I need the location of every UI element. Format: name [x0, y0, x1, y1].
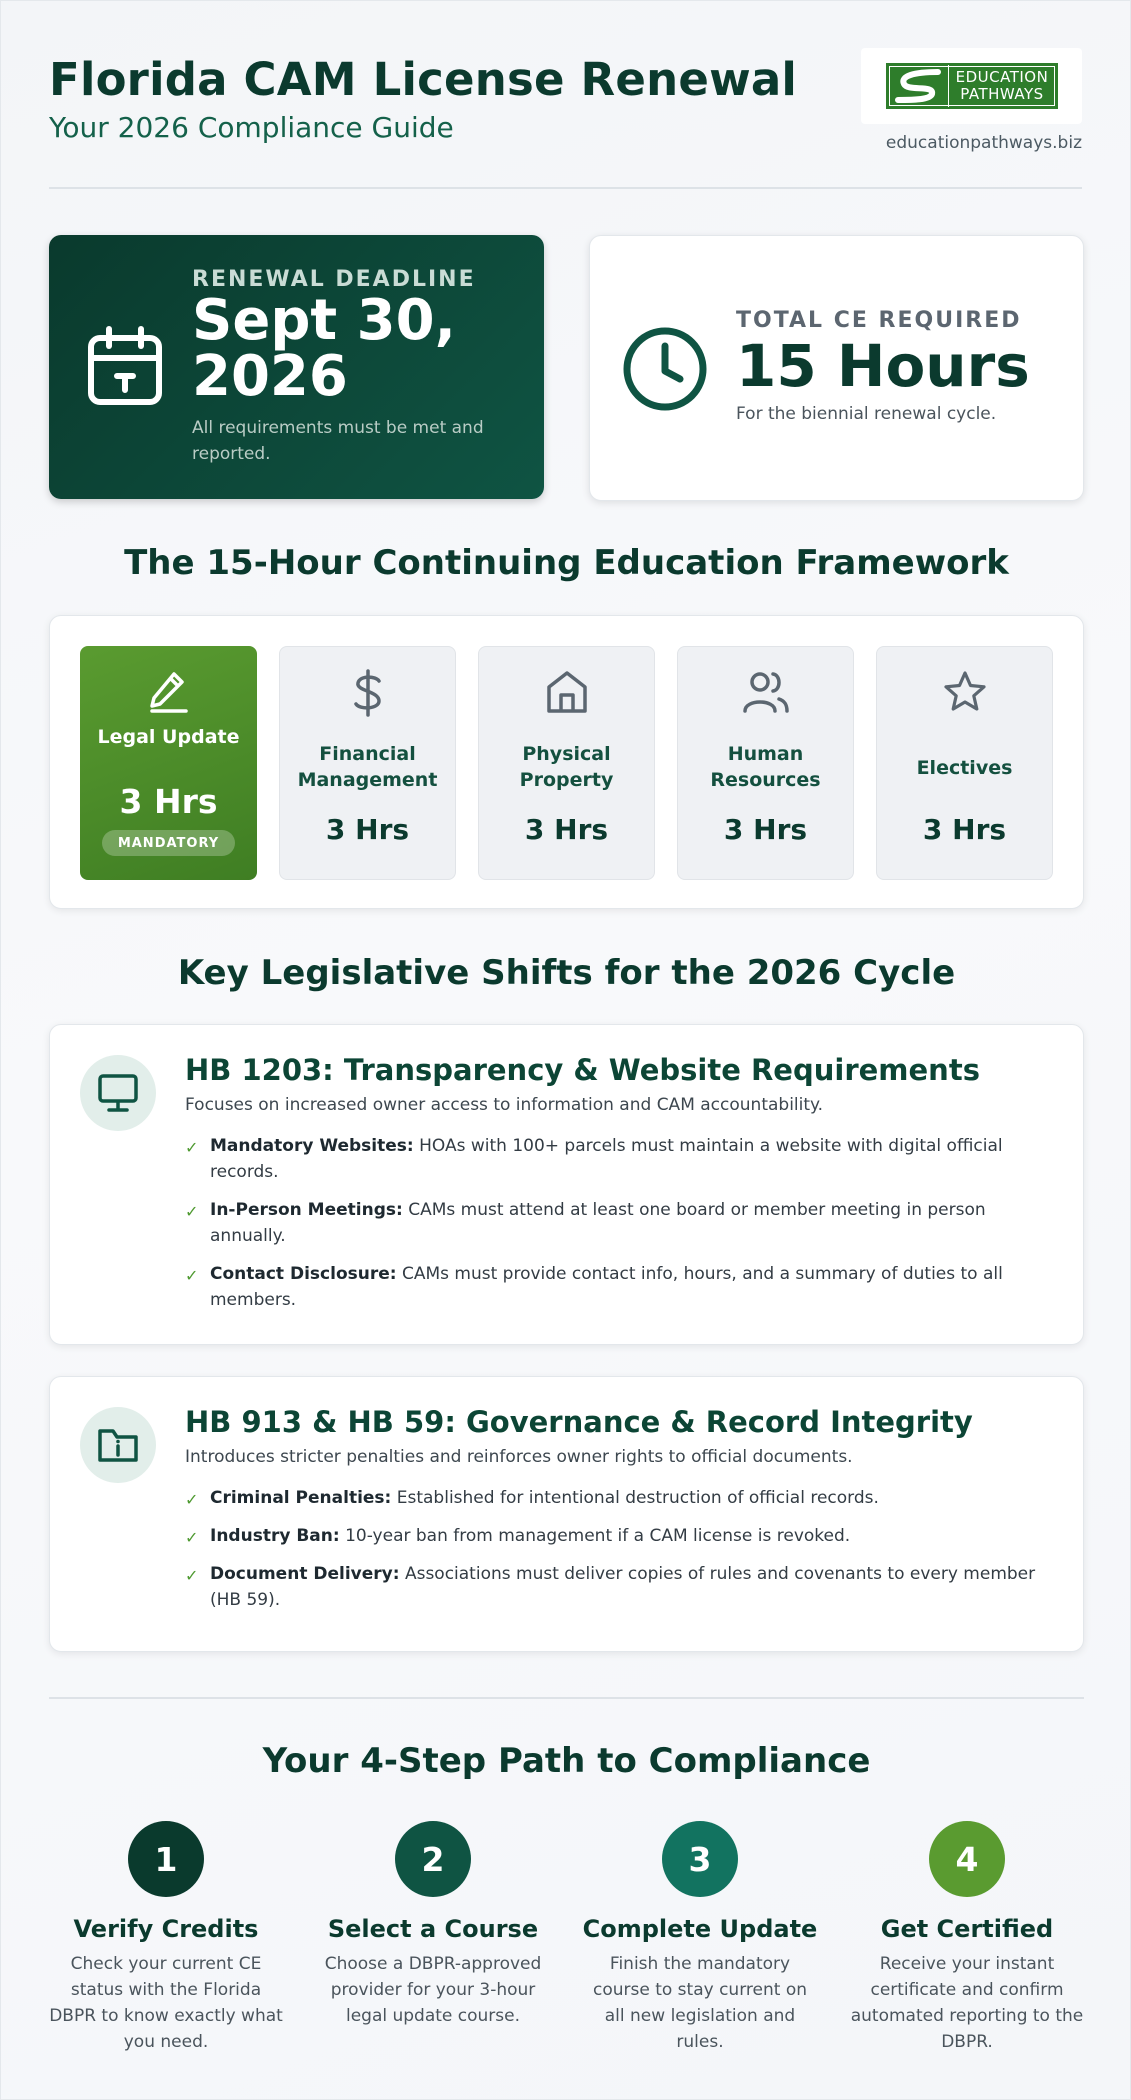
tile-hours: 3 Hrs [723, 813, 808, 846]
tile-name: Financial Management [297, 743, 438, 791]
deadline-note: All requirements must be met and reported. [192, 418, 484, 464]
deadline-date: Sept 30, 2026 [192, 288, 456, 409]
step-verify-credits [46, 1821, 286, 2055]
bill-card-hb913-hb59 [49, 1376, 1084, 1652]
road-logo-icon [888, 65, 948, 107]
dollar-icon [280, 669, 455, 719]
tile-physical-property [478, 646, 655, 880]
tile-hours: 3 Hrs [922, 813, 1007, 846]
list-item: ✓ In-Person Meetings: CAMs must attend at least one board or member meeting in person annually. [185, 1200, 986, 1246]
step-number: 3 [662, 1821, 738, 1897]
website-link[interactable]: educationpathways.biz [885, 133, 1082, 153]
deadline-label: RENEWAL DEADLINE [192, 267, 476, 292]
tile-name: Legal Update [97, 726, 240, 748]
logo-text-line2: PATHWAYS [960, 85, 1044, 103]
bill-heading: HB 1203: Transparency & Website Requirements [185, 1053, 980, 1087]
tile-hours: 3 Hrs [524, 813, 609, 846]
step-name: Select a Course [327, 1915, 539, 1943]
framework-panel [49, 615, 1084, 909]
step-number: 2 [395, 1821, 471, 1897]
check-icon: ✓ [185, 1528, 199, 1547]
bill-description: Focuses on increased owner access to information and CAM accountability. [185, 1095, 824, 1115]
step-number: 4 [929, 1821, 1005, 1897]
monitor-icon [80, 1055, 156, 1131]
check-icon: ✓ [185, 1266, 199, 1285]
tile-financial-management [279, 646, 456, 880]
total-ce-value: 15 Hours [736, 332, 1030, 400]
step-name: Verify Credits [73, 1915, 259, 1943]
check-icon: ✓ [185, 1566, 199, 1585]
page-title: Florida CAM License Renewal [49, 53, 798, 106]
calendar-icon [87, 326, 163, 406]
step-name: Get Certified [880, 1915, 1054, 1943]
check-icon: ✓ [185, 1138, 199, 1157]
mandatory-badge: MANDATORY [102, 830, 235, 856]
framework-title: The 15-Hour Continuing Education Framework [124, 543, 1009, 583]
house-icon [479, 669, 654, 719]
step-select-course [313, 1821, 553, 2029]
tile-name: Electives [916, 757, 1013, 779]
section-divider [49, 1697, 1084, 1699]
total-ce-note: For the biennial renewal cycle. [736, 404, 997, 424]
header [49, 1, 1082, 189]
step-number: 1 [128, 1821, 204, 1897]
step-description: Receive your instant certificate and confirm automated reporting to the DBPR. [850, 1954, 1084, 2052]
tile-hours: 3 Hrs [325, 813, 410, 846]
step-description: Choose a DBPR-approved provider for your 3-hour legal update course. [324, 1954, 542, 2026]
folder-info-icon [80, 1407, 156, 1483]
tile-name: Human Resources [710, 743, 821, 791]
bill-points [185, 1485, 1045, 1625]
tile-human-resources [677, 646, 854, 880]
step-get-certified [847, 1821, 1087, 2055]
total-ce-label: TOTAL CE REQUIRED [736, 308, 1022, 333]
bill-points [185, 1133, 1045, 1325]
star-icon [877, 669, 1052, 719]
step-description: Finish the mandatory course to stay current on all new legislation and rules. [592, 1954, 807, 2052]
list-item: ✓ Document Delivery: Associations must deliver copies of rules and covenants to every member (HB 59). [185, 1564, 1036, 1610]
tile-name: Physical Property [519, 743, 614, 791]
steps-title: Your 4-Step Path to Compliance [262, 1741, 871, 1781]
clock-icon [622, 326, 708, 412]
legislative-title: Key Legislative Shifts for the 2026 Cycle [177, 953, 956, 993]
page-subtitle: Your 2026 Compliance Guide [49, 111, 454, 144]
bill-heading: HB 913 & HB 59: Governance & Record Integrity [185, 1405, 973, 1439]
check-icon: ✓ [185, 1490, 199, 1509]
step-complete-update [580, 1821, 820, 2055]
list-item: ✓ Contact Disclosure: CAMs must provide contact info, hours, and a summary of duties to all members. [185, 1264, 1003, 1310]
logo-text-line1: EDUCATION [955, 68, 1049, 86]
list-item: ✓ Criminal Penalties: Established for intentional destruction of official records. [185, 1485, 1045, 1511]
list-item: ✓ Mandatory Websites: HOAs with 100+ parcels must maintain a website with digital official records. [185, 1136, 1003, 1182]
check-icon: ✓ [185, 1202, 199, 1221]
tile-electives [876, 646, 1053, 880]
tile-legal-update [80, 646, 257, 880]
deadline-card [49, 235, 544, 499]
list-item: ✓ Industry Ban: 10-year ban from management if a CAM license is revoked. [185, 1523, 1045, 1549]
bill-card-hb1203 [49, 1024, 1084, 1345]
total-ce-card [589, 235, 1084, 501]
logo [861, 48, 1082, 124]
summary-cards [49, 235, 1084, 501]
tile-hours: 3 Hrs [119, 782, 218, 821]
pencil-icon [80, 668, 257, 718]
bill-description: Introduces stricter penalties and reinforces owner rights to official documents. [185, 1447, 853, 1467]
step-name: Complete Update [582, 1915, 818, 1943]
users-icon [678, 669, 853, 719]
step-description: Check your current CE status with the Florida DBPR to know exactly what you need. [49, 1954, 283, 2052]
